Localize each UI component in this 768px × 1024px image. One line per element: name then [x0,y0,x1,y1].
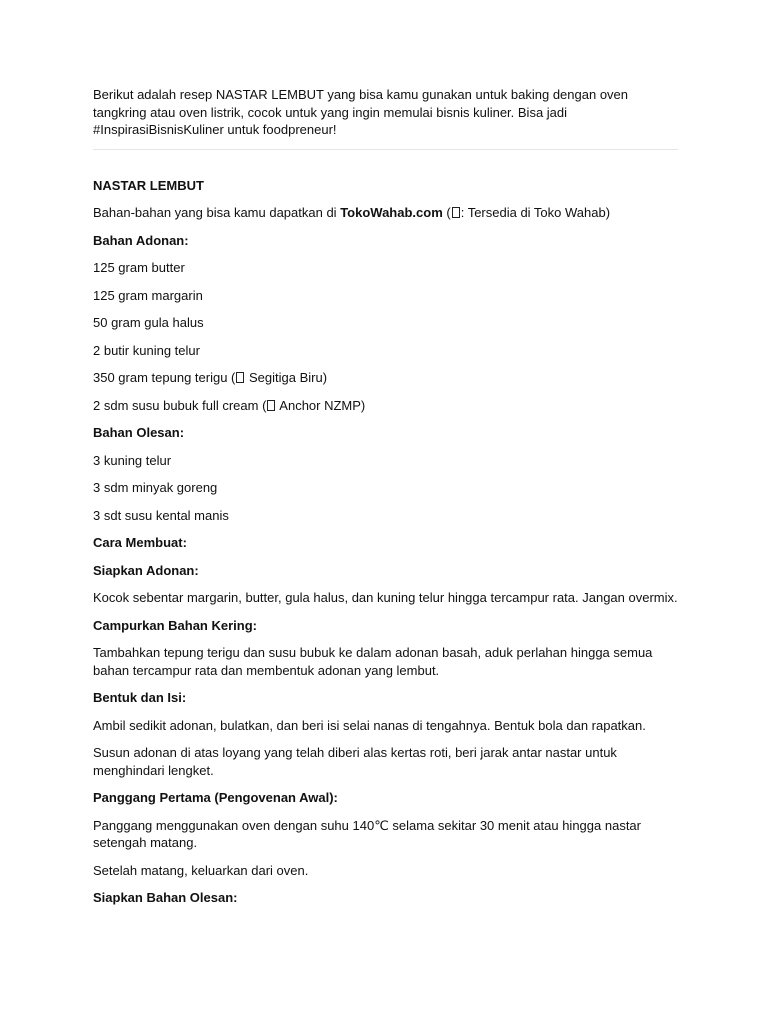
store-icon [452,207,460,218]
step-paragraph: Panggang menggunakan oven dengan suhu 140℃ selama sekitar 30 menit atau hingga nastar setengah matang. [93,817,641,850]
source-suffix: : Tersedia di Toko Wahab) [460,205,611,220]
flour-text: 350 gram tepung terigu ( [93,370,236,385]
milk-brand: Anchor NZMP) [276,397,366,413]
step-paragraph: Susun adonan di atas loyang yang telah diberi alas kertas roti, beri jarak antar nastar untuk menghindari lengket. [93,745,617,778]
dough-item: 125 gram butter [93,260,185,275]
recipe-content [93,177,678,907]
dough-item: 50 gram gula halus [93,315,204,330]
step-paragraph: Tambahkan tepung terigu dan susu bubuk ke dalam adonan basah, aduk perlahan hingga semua bahan tercampur rata dan membentuk adonan yang lembut. [93,645,653,678]
source-open-paren: ( [442,205,451,220]
method-heading: Cara Membuat: [93,535,187,550]
dough-heading: Bahan Adonan: [93,232,189,248]
step-heading: Panggang Pertama (Pengovenan Awal): [93,790,338,805]
glaze-heading: Bahan Olesan: [93,425,185,440]
dough-item-milk [93,397,678,415]
glaze-item: 3 kuning telur [93,452,172,468]
step-heading: Campurkan Bahan Kering: [93,617,257,633]
dough-item-flour [93,369,678,387]
step-paragraph: Ambil sedikit adonan, bulatkan, dan beri isi selai nanas di tengahnya. Bentuk bola dan rapatkan. [93,717,646,733]
source-line [93,204,678,222]
dough-item: 2 butir kuning telur [93,342,200,358]
recipe-title: NASTAR LEMBUT [93,177,204,193]
step-heading: Bentuk dan Isi: [93,690,187,705]
glaze-item: 3 sdm minyak goreng [93,480,218,495]
source-prefix: Bahan-bahan yang bisa kamu dapatkan di [93,205,341,220]
step-heading: Siapkan Bahan Olesan: [93,890,238,905]
step-paragraph: Setelah matang, keluarkan dari oven. [93,862,309,878]
dough-item: 125 gram margarin [93,287,203,303]
step-heading: Siapkan Adonan: [93,562,199,578]
glaze-item: 3 sdt susu kental manis [93,507,229,523]
flour-brand: Segitiga Biru) [245,370,328,385]
intro-paragraph: Berikut adalah resep NASTAR LEMBUT yang bisa kamu gunakan untuk baking dengan oven tangkring atau oven listrik, cocok untuk yang ingin memulai bisnis kuliner. Bisa jadi #InspirasiBisnisKuliner untuk foodpreneur! [93,86,678,150]
step-paragraph: Kocok sebentar margarin, butter, gula halus, dan kuning telur hingga tercampur rata. Jangan overmix. [93,590,678,605]
document-page [93,86,678,917]
milk-text: 2 sdm susu bubuk full cream ( [93,397,267,413]
brand-icon [267,400,275,411]
brand-icon [236,372,244,383]
source-site: TokoWahab.com [340,205,443,220]
